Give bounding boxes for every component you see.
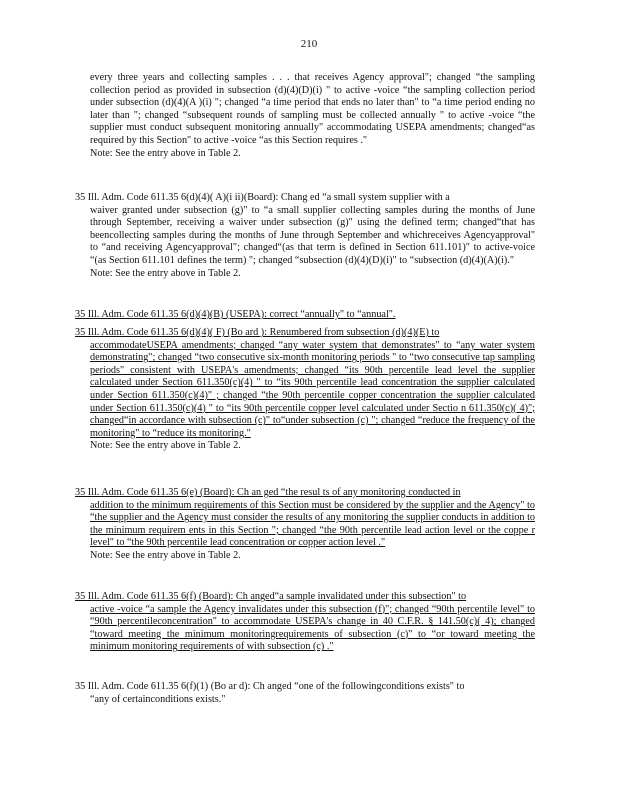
entry-611-356-e	[75, 487, 535, 563]
entry-body: every three years and collecting samples . . . that receives Agency approval"; changed “the sampling collection period as provided in subsection (d)(4)(D)(i) " to active -voice “the sampling collection period under subsection (d)(4)(A )(i) "; changed “a time period that ends no later than" to “a time period ending no later than "; changed “subsequent rounds of sampling must be collected annually " to active -voice “the supplier must conduct subsequent monitoring annually" accommodating USEPA amendments; changed“as required by this Section" to active -voice “as this Section requires ."	[90, 72, 535, 146]
entry-body: addition to the minimum requirements of this Section must be considered by the supplier and the Agency" to “the supplier and the Agency must consider the results of any monitoring the supplier conducts in addition to the minimum requirem ents in this Section "; changed “the 90th percentile lead action level or the coppe r level" to “the 90th percentile lead concentration or copper action level ."	[90, 499, 535, 549]
entry-note: Note: See the entry above in Table 2.	[90, 549, 241, 561]
entry-body: active -voice “a sample the Agency invalidates under this subsection (f)"; changed “90th percentile level" to “90th percentileconcentration" to accommodate USEPA's change in 40 C.F.R. § 141.50(c)( 4); changed “toward meeting the minimum monitoringrequirements of subsection (c)" to “or toward meeting the minimum monitoring requirements of with subsection (c) ."	[90, 603, 535, 653]
entry-lead: 35 Ill. Adm. Code 611.35 6(f) (Board): Ch anged“a sample invalidated under this subsection" to	[75, 591, 467, 602]
entry-note: Note: See the entry above in Table 2.	[90, 267, 241, 279]
entry-lead: 35 Ill. Adm. Code 611.35 6(f)(1) (Bo ar d): Ch anged “one of the followingconditions exists" to	[75, 681, 465, 692]
entry-611-356-f1	[75, 681, 535, 706]
entry-lead: 35 Ill. Adm. Code 611.35 6(d)(4)( A)(i ii)(Board): Chang ed “a small system supplier with a	[75, 192, 450, 203]
entry-lead: 35 Ill. Adm. Code 611.35 6(d)(4)( F) (Bo ard ): Renumbered from subsection (d)(4)(E) to	[75, 327, 440, 338]
entry-note: Note: See the entry above in Table 2.	[90, 147, 241, 159]
entry-611-356-d4-b	[75, 309, 535, 322]
entry-611-356-f	[75, 591, 535, 654]
entry-lead: 35 Ill. Adm. Code 611.35 6(e) (Board): Ch an ged “the resul ts of any monitoring conducted in	[75, 487, 461, 498]
entry-note: Note: See the entry above in Table 2.	[90, 440, 241, 452]
entry-body: waiver granted under subsection (g)" to “a small supplier collecting samples during the months of June through September, receiving a waiver under subsection (g)" using the defined term; changed“that has beencollecting samples during the months of June through September and whichreceives Agencyapproval" to “and receiving Agencyapproval"; changed“(as that term is defined in Section 611.101)" to active-voice “(as Section 611.101 defines the term) "; changed “subsection (d)(4)(D)(i)" to “subsection (d)(4)(A)(i)."	[90, 204, 535, 266]
page-number: 210	[300, 38, 318, 50]
entry-body: accommodateUSEPA amendments; changed “any water system that demonstrates" to “any water system demonstrating"; changed “two consecutive six-month monitoring periods " to “two consecutive tap sampling periods" consistent with USEPA's amendments; changed “its 90th percentile lead level the supplier calculated under Section 611.350(c)(4) " to “its 90th percentile lead concentration the supplier calculated under Section 611.350(c)(4)" ; changed “the 90th percentile copper concentration the supplier calculated under Section 611.350(c)(4) " to “its 90th percentile copper level calculated under Sectio n 611.350(c)( 4)"; changed“in accordance with subsection (c)" to“under subsection (c) "; changed “reduce the frequency of the monitoring" to “reduce its monitoring."	[90, 339, 535, 439]
entry-611-356-d4-f	[75, 327, 535, 453]
entry-body: “any of certainconditions exists."	[90, 693, 226, 705]
entry-continuation	[75, 72, 535, 160]
entry-lead: 35 Ill. Adm. Code 611.35 6(d)(4)(B) (USEPA): correct “annually" to “annual".	[75, 309, 396, 320]
entry-611-356-d4-a-iii	[75, 192, 535, 280]
